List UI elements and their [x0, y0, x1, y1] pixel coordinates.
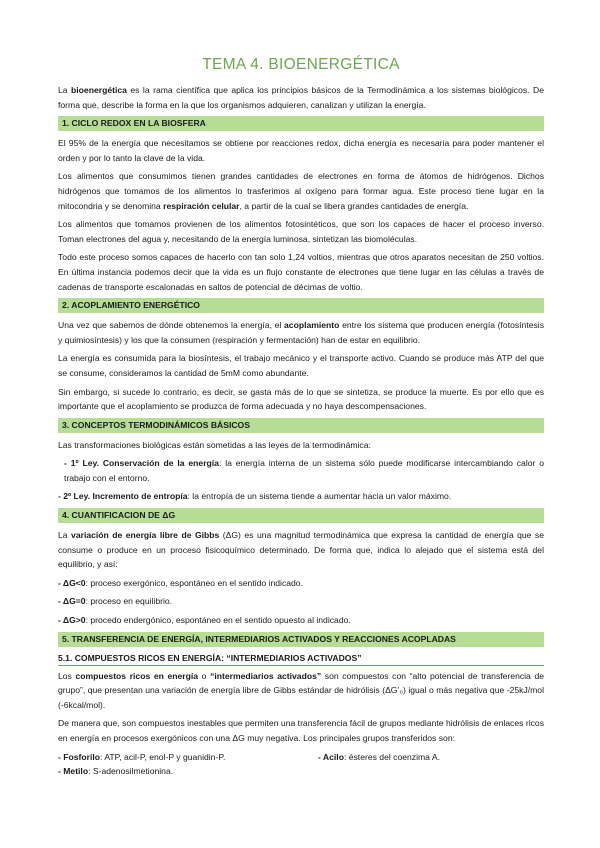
- s5-text: Los: [58, 670, 76, 681]
- s5-paragraph-2: De manera que, son compuestos inestables que permiten una transferencia fácil de grupos mediante hidrólisis de enlaces ricos en energía en procesos exergónicos con una ΔG muy negativa. Los principales grupos transferidos son:: [58, 718, 544, 743]
- group-metilo-title: - Metilo: [58, 765, 89, 776]
- subsection-header-5-1: 5.1. COMPUESTOS RICOS EN ENERGÍA: “INTERMEDIARIOS ACTIVADOS”: [58, 652, 544, 666]
- s4-item-1-title: - ΔG<0: [58, 577, 86, 588]
- s2-text: Una vez que sabemos de dónde obtenemos la energía, el: [58, 320, 285, 331]
- s4-text: (ΔG) es una magnitud termodinámica que expresa la cantidad de energía que se consume o produce en un proceso fisicoquímico determinado. De forma que, indica lo alejado que el sistema está del equilibrio, y así:: [58, 530, 544, 570]
- s3-law-1-title: - 1º Ley. Conservación de la energía: [64, 458, 219, 469]
- s1-paragraph-3: Los alimentos que tomamos provienen de los alimentos fotosintéticos, que son los capaces de hacer el proceso inverso. Toman electrones del agua y, necesitando de la energía luminosa, sintetizan las biomoléculas.: [58, 219, 544, 244]
- s4-bold-term: variación de energía libre de Gibbs: [71, 530, 220, 541]
- section-header-5: 5. TRANSFERENCIA DE ENERGÍA, INTERMEDIARIOS ACTIVADOS Y REACCIONES ACOPLADAS: [58, 632, 544, 647]
- s5-bold-term: “intermediarios activados”: [210, 670, 322, 681]
- s2-paragraph-2: La energía es consumida para la biosíntesis, el trabajo mecánico y el transporte activo. Cuando se produce más ATP del que se consume, consideramos la cantidad de 5mM como abundante.: [58, 353, 544, 378]
- page-title: TEMA 4. BIOENERGÉTICA: [202, 56, 400, 73]
- s3-law-2-title: - 2º Ley. Incremento de entropía: [58, 491, 188, 502]
- intro-paragraph: [58, 83, 544, 112]
- group-acilo: [318, 750, 440, 764]
- section-header-2: 2. ACOPLAMIENTO ENERGÉTICO: [58, 298, 544, 313]
- s3-law-1: [58, 456, 544, 485]
- s3-law-1-text: : la energía interna de un sistema sólo puede modificarse intercambiando calor o trabajo con el entorno.: [64, 458, 544, 483]
- groups-row: [58, 750, 544, 764]
- group-acilo-title: - Acilo: [318, 751, 344, 762]
- group-metilo: [58, 764, 544, 778]
- section-header-1: 1. CICLO REDOX EN LA BIOSFERA: [58, 116, 544, 131]
- section-header-4: 4. CUANTIFICACION DE ΔG: [58, 508, 544, 523]
- s5-bold-term: compuestos ricos en energía: [75, 670, 199, 681]
- s1-paragraph-4: Todo este proceso somos capaces de hacerlo con tan solo 1,24 voltios, mientras que otros aparatos necesitan de 250 voltios. En última instancia podemos decir que la vida es un flujo constante de electrones que tiene lugar en las células a través de cadenas de transporte escalonadas en saltos de potencial de décimas de voltio.: [58, 252, 544, 292]
- group-fosforilo-text: : ATP, acil-P, enol-P y guanidin-P.: [100, 751, 226, 762]
- s4-paragraph-1: [58, 528, 544, 572]
- s2-text: entre los sistema que producen energía (fotosíntesis y quimiosíntesis) y los que la consumen (respiración y fermentación) han de estar en equilibrio.: [58, 320, 544, 345]
- s2-bold-term: acoplamiento: [284, 320, 340, 331]
- group-fosforilo: [58, 750, 318, 764]
- s1-text: , a partir de la cual se libera grandes cantidades de energía.: [239, 200, 469, 211]
- s4-item-2-title: - ΔG=0: [58, 596, 86, 607]
- s2-paragraph-1: [58, 318, 544, 347]
- s1-paragraph-1: El 95% de la energía que necesitamos se obtiene por reacciones redox, dicha energía es necesaria para poder mantener el orden y por lo tanto la clave de la vida.: [58, 138, 544, 163]
- group-metilo-text: : S-adenosilmetionina.: [88, 765, 174, 776]
- s4-item-1-text: : proceso exergónico, espontáneo en el sentido indicado.: [85, 577, 303, 588]
- document-page: [58, 56, 544, 778]
- s4-item-3-text: : procedo endergónico, espontáneo en el sentido opuesto al indicado.: [85, 615, 351, 626]
- s1-paragraph-2: [58, 169, 544, 213]
- s3-law-2: [58, 489, 544, 504]
- s3-law-2-text: : la entropía de un sistema tiende a aumentar hacia un valor máximo.: [187, 491, 452, 502]
- s4-text: La: [58, 530, 72, 541]
- s4-item-3: [58, 613, 544, 628]
- group-acilo-text: : ésteres del coenzima A.: [343, 751, 440, 762]
- intro-text: es la rama científica que aplica los principios básicos de la Termodinámica a los sistemas biológicos. De forma que, describe la forma en la que los organismos adquieren, canalizan y utilizan la energía.: [58, 85, 544, 110]
- s4-item-2-text: : proceso en equilibrio.: [85, 596, 173, 607]
- s4-item-2: [58, 594, 544, 609]
- intro-text: La: [58, 85, 72, 95]
- s2-paragraph-3: Sin embargo, si sucede lo contrario, es decir, se gasta más de lo que se sintetiza, se produce la muerte. Es por ello que es importante que el acoplamiento se produzca de forma adecuada y no haya descompensaciones.: [58, 386, 544, 412]
- s4-item-1: [58, 576, 544, 591]
- s3-paragraph-1: Las transformaciones biológicas están sometidas a las leyes de la termodinámica:: [58, 439, 371, 450]
- group-fosforilo-title: - Fosforilo: [58, 751, 101, 762]
- s5-paragraph-1: [58, 669, 544, 713]
- s4-item-3-title: - ΔG>0: [58, 615, 86, 626]
- intro-bold-term: bioenergética: [71, 85, 127, 95]
- s1-bold-term: respiración celular: [163, 200, 240, 211]
- section-header-3: 3. CONCEPTOS TERMODINÁMICOS BÁSICOS: [58, 418, 544, 433]
- s1-text: Los alimentos que consumimos tienen grandes cantidades de electrones en forma de átomos de hidrógenos. Dichos hidrógenos que tomamos de los alimentos lo trasferimos al oxígeno para formar agua. Este proceso tiene lugar en la mitocondria y se denomina: [58, 171, 544, 211]
- s5-text: son compuestos con “alto potencial de transferencia de grupo”, que presentan una variación de energía libre de Gibbs estándar de hidrólisis (ΔG’₀) igual o más negativa que -25kJ/mol (-6kcal/mol).: [58, 670, 544, 710]
- s5-text: o: [198, 670, 211, 681]
